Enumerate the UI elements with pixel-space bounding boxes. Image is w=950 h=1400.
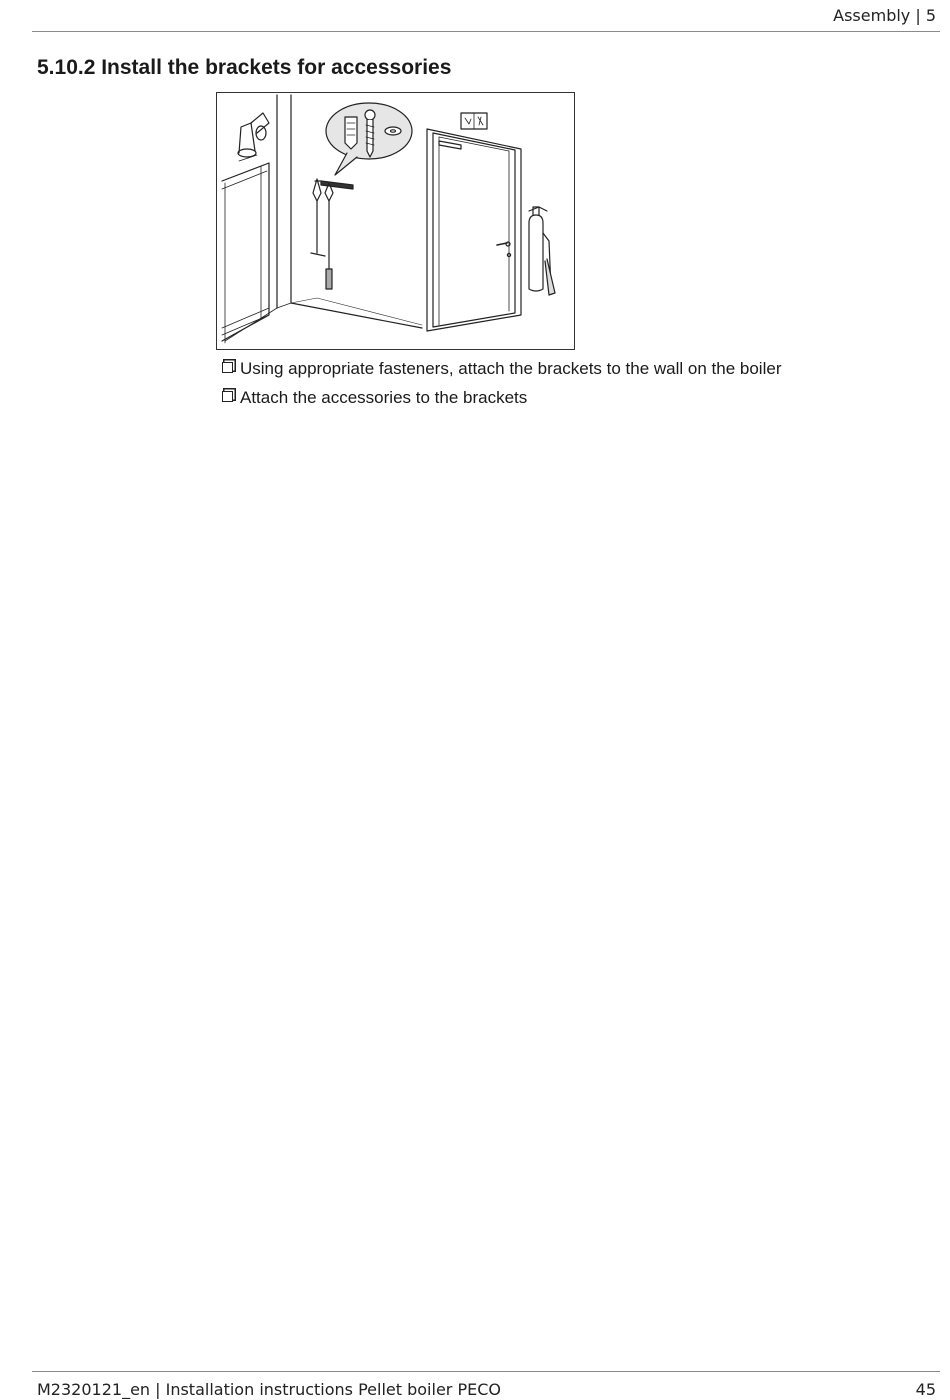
step-list	[222, 358, 781, 416]
list-item	[222, 387, 781, 416]
section-title: 5.10.2 Install the brackets for accessories	[37, 56, 452, 79]
checkbox-icon	[222, 362, 233, 373]
installation-illustration-icon	[217, 93, 574, 349]
page-header	[32, 0, 940, 32]
checkbox-icon	[222, 391, 233, 402]
step-text: Using appropriate fasteners, attach the brackets to the wall on the boiler	[240, 359, 782, 378]
list-item	[222, 358, 781, 387]
page-number: 45	[915, 1380, 936, 1399]
page-footer	[32, 1371, 940, 1400]
chapter-label: Assembly | 5	[833, 6, 936, 25]
step-text: Attach the accessories to the brackets	[240, 388, 528, 407]
bracket-installation-figure	[216, 92, 575, 350]
document-info: M2320121_en | Installation instructions Pellet boiler PECO	[37, 1380, 501, 1399]
